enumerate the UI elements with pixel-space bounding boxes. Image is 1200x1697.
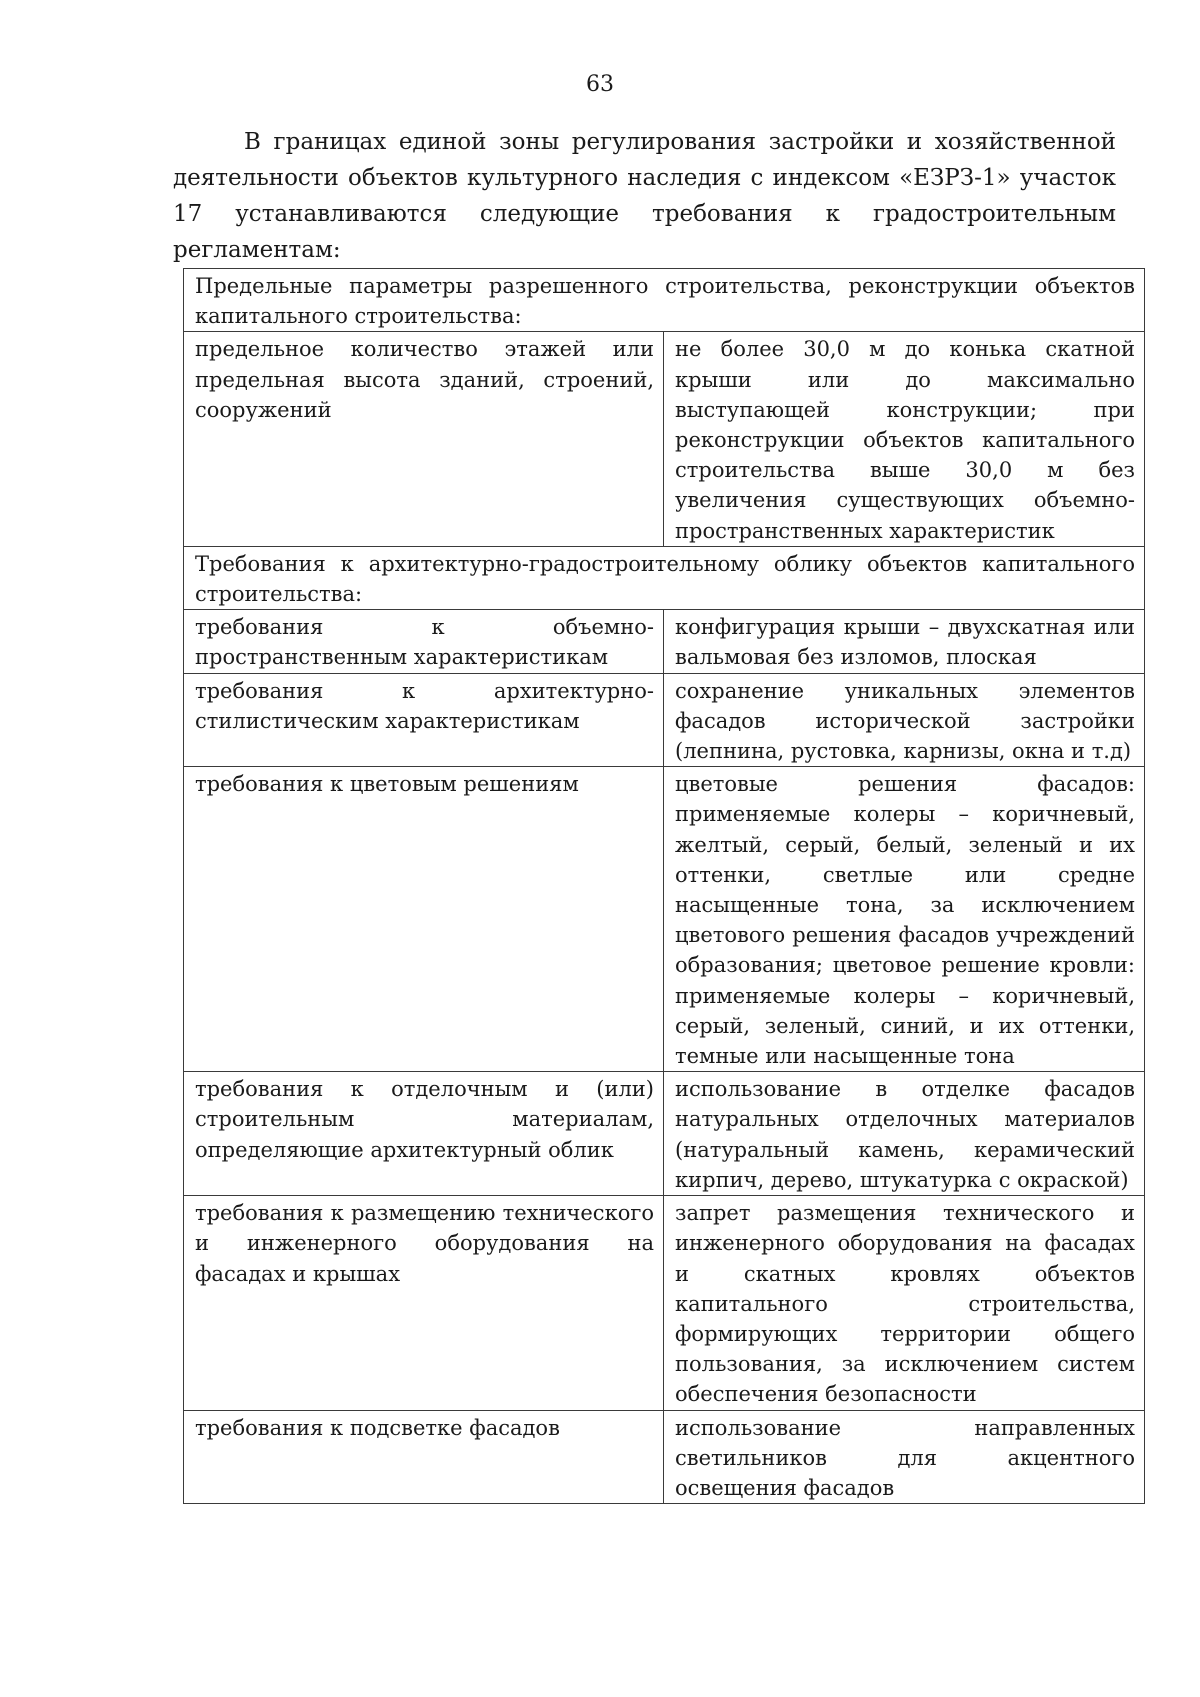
value-cell: не более 30,0 м до конька скатной крыши или до максимально выступающей конструкции; при реконструкции объектов капитального строительства выше 30,0 м без увеличения существующих объемно-пространственных характеристик <box>664 332 1145 546</box>
section-header-row <box>184 269 1145 332</box>
table-row <box>184 1410 1145 1504</box>
value-cell: сохранение уникальных элементов фасадов исторической застройки (лепнина, рустовка, карнизы, окна и т.д) <box>664 673 1145 767</box>
value-cell: использование направленных светильников для акцентного освещения фасадов <box>664 1410 1145 1504</box>
param-cell: требования к подсветке фасадов <box>184 1410 664 1504</box>
section-header-row <box>184 546 1145 609</box>
table-row <box>184 332 1145 546</box>
param-cell: требования к цветовым решениям <box>184 767 664 1072</box>
value-cell: цветовые решения фасадов: применяемые колеры – коричневый, желтый, серый, белый, зеленый и их оттенки, светлые или средне насыщенные тона, за исключением цветового решения фасадов учреждений образования; цветовое решение кровли: применяемые колеры – коричневый, серый, зеленый, синий, и их оттенки, темные или насыщенные тона <box>664 767 1145 1072</box>
table-row <box>184 1196 1145 1410</box>
section-title-appearance: Требования к архитектурно-градостроительному облику объектов капитального строительства: <box>184 546 1145 609</box>
table-row <box>184 767 1145 1072</box>
param-cell: предельное количество этажей или предельная высота зданий, строений, сооружений <box>184 332 664 546</box>
value-cell: запрет размещения технического и инженерного оборудования на фасадах и скатных кровлях объектов капитального строительства, формирующих территории общего пользования, за исключением систем обеспечения безопасности <box>664 1196 1145 1410</box>
table-row <box>184 1072 1145 1196</box>
section-title-parameters: Предельные параметры разрешенного строительства, реконструкции объектов капитального строительства: <box>184 269 1145 332</box>
param-cell: требования к отделочным и (или) строительным материалам, определяющие архитектурный облик <box>184 1072 664 1196</box>
value-cell: конфигурация крыши – двухскатная или вальмовая без изломов, плоская <box>664 610 1145 673</box>
param-cell: требования к размещению технического и инженерного оборудования на фасадах и крышах <box>184 1196 664 1410</box>
param-cell: требования к архитектурно-стилистическим характеристикам <box>184 673 664 767</box>
param-cell: требования к объемно-пространственным характеристикам <box>184 610 664 673</box>
page-number: 63 <box>586 72 614 97</box>
table-row <box>184 673 1145 767</box>
intro-paragraph: В границах единой зоны регулирования застройки и хозяйственной деятельности объектов культурного наследия с индексом «ЕЗРЗ-1» участок 17 устанавливаются следующие требования к градостроительным регламентам: <box>173 129 1116 263</box>
table-row <box>184 610 1145 673</box>
value-cell: использование в отделке фасадов натуральных отделочных материалов (натуральный камень, керамический кирпич, дерево, штукатурка с окраской) <box>664 1072 1145 1196</box>
requirements-table <box>183 268 1145 1504</box>
